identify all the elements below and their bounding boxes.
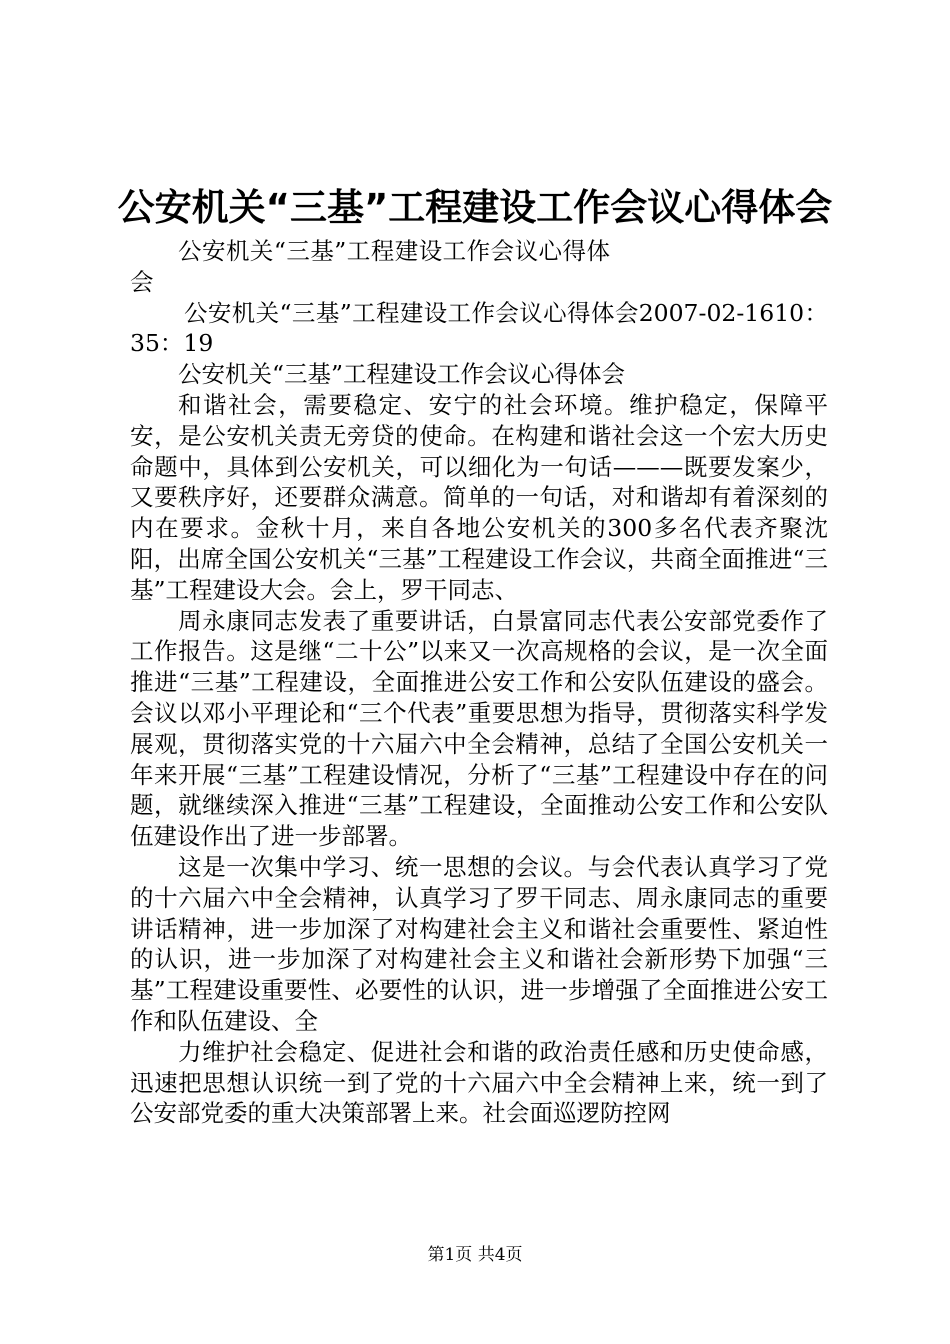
paragraph-meeting-speeches: 周永康同志发表了重要讲话，白景富同志代表公安部党委作了工作报告。这是继“二十公”以来又一次高规格的会议，是一次全面推进“三基”工程建设，全面推进公安工作和公安队伍建设的盛会。会议以邓小平理论和“三个代表”重要思想为指导，贯彻落实科学发展观，贯彻落实党的十六届六中全会精神，总结了全国公安机关一年来开展“三基”工程建设情况，分析了“三基”工程建设中存在的问题，就继续深入推进“三基”工程建设，全面推动公安工作和公安队伍建设作出了进一步部署。	[130, 606, 828, 851]
paragraph-responsibility: 力维护社会稳定、促进社会和谐的政治责任感和历史使命感，迅速把思想认识统一到了党的十六届六中全会精神上来，统一到了公安部党委的重大决策部署上来。社会面巡逻防控网	[130, 1037, 828, 1128]
paragraph-subtitle: 公安机关“三基”工程建设工作会议心得体会	[130, 237, 610, 296]
paragraph-dateline: 公安机关“三基”工程建设工作会议心得体会2007-02-1610：35：19	[130, 298, 828, 358]
page-number-footer: 第1页 共4页	[427, 1245, 523, 1265]
paragraph-harmonious-society: 和谐社会，需要稳定、安宁的社会环境。维护稳定，保障平安，是公安机关责无旁贷的使命。在构建和谐社会这一个宏大历史命题中，具体到公安机关，可以细化为一句话———既要发案少，又要秩序好，还要群众满意。简单的一句话，对和谐却有着深刻的内在要求。金秋十月，来自各地公安机关的300多名代表齐聚沈阳，出席全国公安机关“三基”工程建设工作会议，共商全面推进“三基”工程建设大会。会上，罗干同志、	[130, 390, 828, 604]
document-body	[130, 236, 828, 1129]
paragraph-study-meeting: 这是一次集中学习、统一思想的会议。与会代表认真学习了党的十六届六中全会精神，认真学习了罗干同志、周永康同志的重要讲话精神，进一步加深了对构建社会主义和谐社会重要性、紧迫性的认识，进一步加深了对构建社会主义和谐社会新形势下加强“三基”工程建设重要性、必要性的认识，进一步增强了全面推进公安工作和队伍建设、全	[130, 852, 828, 1035]
document-title: 公安机关“三基”工程建设工作会议心得体会	[117, 186, 833, 229]
paragraph-heading-repeat: 公安机关“三基”工程建设工作会议心得体会	[178, 360, 626, 389]
